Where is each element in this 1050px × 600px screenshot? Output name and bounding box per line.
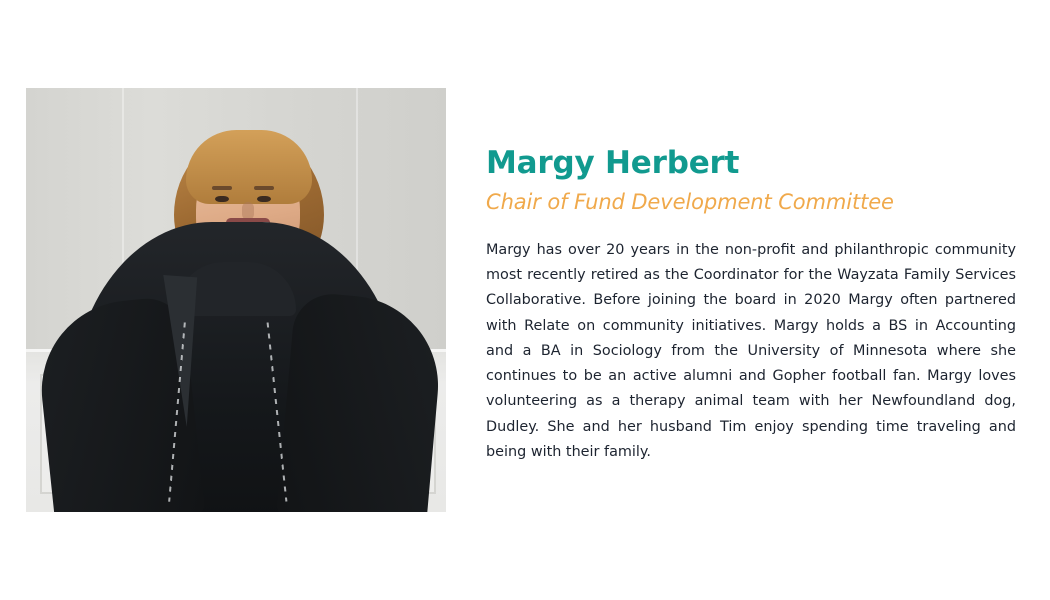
eyebrow-left — [212, 186, 232, 190]
profile-photo — [26, 88, 446, 512]
eye-left — [215, 196, 229, 202]
shoulder-right — [276, 291, 445, 512]
person-role: Chair of Fund Development Committee — [486, 189, 894, 214]
eye-right — [257, 196, 271, 202]
photo-background — [26, 88, 446, 512]
profile-text-block — [486, 146, 1016, 465]
person-name: Margy Herbert — [486, 145, 740, 181]
photo-subject — [26, 182, 446, 512]
eyebrow-right — [254, 186, 274, 190]
hair-top — [186, 130, 312, 204]
person-bio: Margy has over 20 years in the non-profit and philanthropic community most recently retired as the Coordinator for the Wayzata Family Services Collaborative. Before joining the board in 2020 Margy often partnered with Relate on community initiatives. Margy holds a BS in Accounting and a BA in Sociology from the University of Minnesota where she continues to be an active alumni and Gopher football fan. Margy loves volunteering as a therapy animal team with her Newfoundland dog, Dudley. She and her husband Tim enjoy spending time traveling and being with their family. — [486, 241, 1016, 461]
